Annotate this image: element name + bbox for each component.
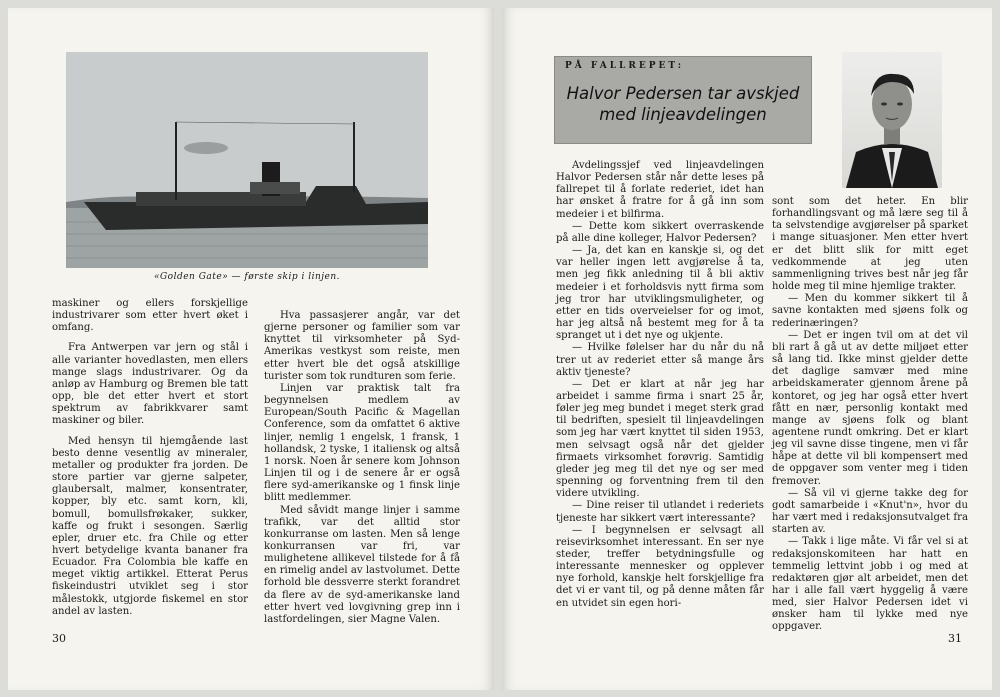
article-headline: Halvor Pedersen tar avskjed med linjeavdelingen (566, 84, 800, 124)
paragraph: Med hensyn til hjemgående last besto denne vesentlig av mineraler, metaller og produkter fra jorden. De store partier var gjerne salpeter, glaubersalt, malmer, konsentrater, kopper, bly etc. samt korn, kli, bomull, bomullsfrøkaker, sukker, kaffe og frukt i sesongen. Særlig epler, druer etc. fra Chile og etter hvert betydelige kvanta bananer fra Ecuador. Fra Colombia ble kaffe en meget viktig artikkel. Etterat Perus fiskeindustri utviklet seg i stor målestokk, utgjorde fiskemel en stor andel av lasten. (52, 435, 248, 617)
paragraph: Avdelingssjef ved linjeavdelingen Halvor Pedersen står når dette leses på fallrepet til å forlate rederiet, idet han har ønsket å fratre for å gå inn som medeier i et bilfirma. (556, 160, 764, 220)
paragraph: — Så vil vi gjerne takke deg for godt samarbeide i «Knut'n», hvor du har vært med i redaksjonsutvalget fra starten av. (772, 487, 968, 536)
paragraph: — Takk i lige måte. Vi får vel si at redaksjonskomiteen har hatt en temmelig lettvint jobb i og med at redaktøren gjør alt arbeidet, men det har i alle fall vært hyggelig å være med, sier Halvor Pedersen idet vi ønsker ham til lykke med nye oppgaver. (772, 536, 968, 633)
portrait-photo (842, 52, 942, 188)
right-page (502, 8, 992, 690)
left-column-2 (264, 310, 460, 626)
section-kicker: PÅ FALLREPET: (565, 61, 685, 71)
page-number: 31 (948, 632, 962, 645)
article-banner (554, 56, 812, 144)
photo-caption: «Golden Gate» — første skip i linjen. (153, 272, 341, 282)
right-column-2 (772, 196, 968, 634)
paragraph: Linjen var praktisk talt fra begynnelsen medlem av European/South Pacific & Magellan Conference, som da omfattet 6 aktive linjer, nemlig 1 engelsk, 1 fransk, 1 hollandsk, 2 tyske, 1 italiensk og altså 1 norsk. Noen år senere kom Johnson Linjen til og i de senere år er også flere syd-amerikanske og 1 finsk linje blitt medlemmer. (264, 382, 460, 504)
paragraph: — Det er klart at når jeg har arbeidet i samme firma i snart 25 år, føler jeg meg bundet i meget sterk grad til bedriften, spesielt til linjeavdelingen som jeg har vært knyttet til siden 1953, men selvsagt også når det gjelder firmaets virksomhet forøvrig. Samtidig gleder jeg meg til det nye og ser med spenning og forventning frem til den videre utvikling. (556, 378, 764, 500)
paragraph: — Ja, det kan en kanskje si, og det var heller ingen lett avgjørelse å ta, men jeg fikk anledning til å bli aktiv medeier i et forholdsvis nytt firma som jeg tror har utviklingsmuligheter, og etter en tids overveielser for og imot, har jeg altså nå bestemt meg for å ta spranget ut i det nye og ukjente. (556, 245, 764, 342)
paragraph: Fra Antwerpen var jern og stål i alle varianter hovedlasten, men ellers mange slags industrivarer. Og da anløp av Hamburg og Bremen ble tatt opp, ble det etter hvert et stort spektrum av fabrikkvarer samt maskiner og biler. (52, 342, 248, 427)
paragraph: — Det er ingen tvil om at det vil bli rart å gå ut av dette miljøet etter så lang tid. Ikke minst gjelder dette det daglige samvær med mine arbeidskamerater gjennom årene på kontoret, og jeg har også etter hvert fått en nær, personlig kontakt med mange av sjøens folk og blant agentene rundt omkring. Det er klart jeg vil savne disse tingene, men vi får håpe at dette vil bli kompensert med de oppgaver som venter meg i tiden fremover. (772, 329, 968, 487)
paragraph: — Hvilke følelser har du når du nå trer ut av rederiet etter så mange års aktiv tjeneste? (556, 342, 764, 378)
paragraph: — Dette kom sikkert overraskende på alle dine kolleger, Halvor Pedersen? (556, 220, 764, 244)
ship-photo (66, 52, 428, 268)
paragraph: — I begynnelsen er selvsagt all reisevirksomhet interessant. En ser nye steder, treffer betydningsfulle og interessante mennesker og opplever nye forhold, kanskje helt forskjellige fra det vi er vant til, og på denne måten får en utvidet sin egen hori- (556, 524, 764, 609)
paragraph: sont som det heter. En blir forhandlingsvant og må lære seg til å ta selvstendige avgjørelser på sparket i mange situasjoner. Men etter hvert er det blitt slik for mitt eget vedkommende at jeg uten sammenligning trives best når jeg får holde meg til mine hjemlige trakter. (772, 196, 968, 293)
page-number: 30 (52, 632, 66, 645)
ship-illustration (66, 52, 428, 268)
right-column-1 (556, 160, 764, 610)
left-page (8, 8, 494, 690)
paragraph: Med såvidt mange linjer i samme trafikk, var det alltid stor konkurranse om lasten. Men så lenge konkurransen var fri, var mulighetene allikevel tilstede for å få en rimelig andel av lastvolumet. Dette forhold ble dessverre sterkt forandret da flere av de syd-amerikanske land etter hvert ved lovgivning grep inn i lastfordelingen, sier Magne Valen. (264, 504, 460, 625)
paragraph: — Men du kommer sikkert til å savne kontakten med sjøens folk og rederinæringen? (772, 293, 968, 329)
paragraph: Hva passasjerer angår, var det gjerne personer og familier som var knyttet til virksomheter på Syd-Amerikas vestkyst som reiste, men etter hvert ble det også atskillige turister som tok rundturen som ferie. (264, 310, 460, 382)
left-column-1 (52, 298, 248, 618)
paragraph: — Dine reiser til utlandet i rederiets tjeneste har sikkert vært interessante? (556, 500, 764, 524)
portrait-illustration (842, 52, 942, 188)
paragraph: maskiner og ellers forskjellige industrivarer som etter hvert øket i omfang. (52, 298, 248, 334)
